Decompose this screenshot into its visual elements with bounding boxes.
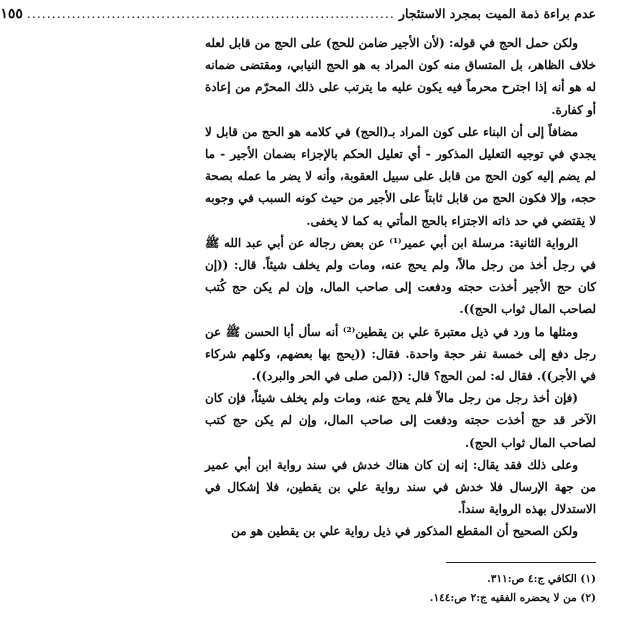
book-page (0, 6, 596, 629)
paragraph: (فإن أخذ رجل من رجل مالاً فلم يحج عنه، ومات ولم يخلف شيئاً، فإن كان الآخر قد حج أخذت حجته ودفعت إلى صاحب المال، وإن لم يكن حج كتب لصاحب المال ثواب الحج). (205, 391, 596, 450)
footnote: (١) الكافي ج:٤ ص:٣١١. (487, 573, 596, 585)
footnote-separator (446, 562, 596, 563)
header-leader-dots: .......................................................................... (26, 6, 395, 21)
running-header (0, 6, 596, 30)
footnotes (205, 570, 596, 608)
paragraph: الرواية الثانية: مرسلة ابن أبي عمير⁽¹⁾ عن بعض رجاله عن أبي عبد الله ﷺ في رجل أخذ من رجل مالاً، ولم يحج عنه، ومات ولم يخلف شيئاً. قال: ((إن كان حج الأجير أخذت حجته ودفعت إلى صاحب المال، وإن لم يكن حج كُتب لصاحب المال ثواب الحج)). (205, 235, 596, 317)
page-number: ١٥٥ (0, 6, 23, 22)
paragraph: ولكن حمل الحج في قوله: (لأن الأجير ضامن للحج) على الحج من قابل لعله خلاف الظاهر، بل المتساق منه كون المراد به هو الحج النيابي، ومقتضى ضمانه له هو أنه إذا اجترح محرماً فيه يكون عليه ما يترتب على ذلك المحرّم من إعادة أو كفارة. (205, 36, 596, 117)
footnote: (٢) من لا يحضره الفقيه ج:٢ ص:١٤٤. (429, 592, 596, 604)
paragraph: وعلى ذلك فقد يقال: إنه إن كان هناك خدش في سند رواية ابن أبي عمير من جهة الإرسال فلا خدش في سند رواية علي بن يقطين، فلا إشكال في الاستدلال بهذه الرواية سنداً. (205, 457, 596, 517)
paragraph: ولكن الصحيح أن المقطع المذكور في ذيل رواية علي بن يقطين هو من (231, 524, 578, 539)
header-title: عدم براءة ذمة الميت بمجرد الاستئجار (398, 6, 596, 21)
main-text (205, 32, 596, 543)
paragraph: مضافاً إلى أن البناء على كون المراد بـ(الحج) في كلامه هو الحج من قابل لا يجدي في توجيه التعليل المذكور - أي تعليل الحكم بالإجزاء بضمان الأجير - ما لم يضم إليه كون الحج من قابل على سبيل العقوبة، وأنه لا يضر ما عمله بصحة حجه، وإلا فكون الحج من قابل ثابتاً على الأجير من حيث كونه السبب في وجوبه لا يقتضي في حد ذاته الاجتزاء بالحج المأتي به كما لا يخفى. (205, 124, 596, 228)
paragraph: ومثلها ما ورد في ذيل معتبرة علي بن يقطين⁽²⁾ أنه سأل أبا الحسن ﷺ عن رجل دفع إلى خمسة نفر حجة واحدة. فقال: ((يحج بها بعضهم، وكلهم شركاء في الأجر)). فقال له: لمن الحج؟ قال: ((لمن صلى في الحر والبرد)). (205, 324, 596, 384)
